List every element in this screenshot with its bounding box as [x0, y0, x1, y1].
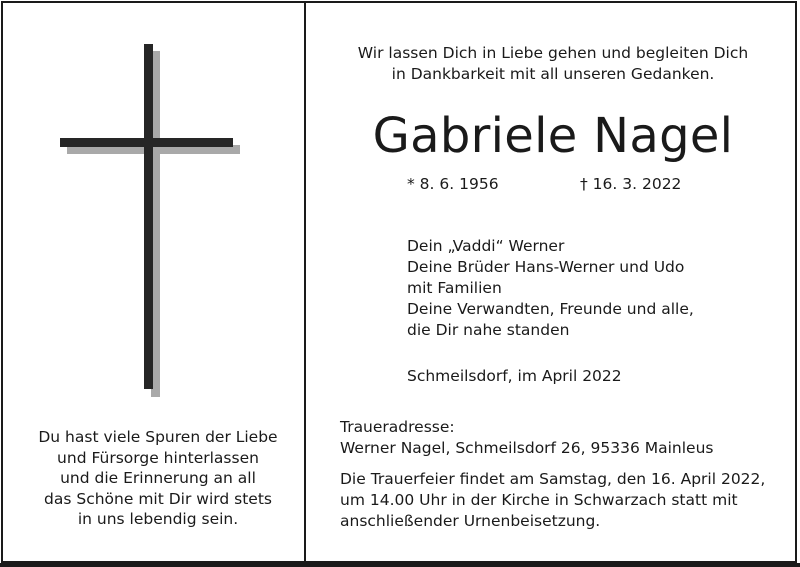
mourners-list — [407, 236, 694, 341]
verse-line: und Fürsorge hinterlassen — [57, 448, 259, 467]
death-date: † 16. 3. 2022 — [580, 175, 682, 193]
deceased-name: Gabriele Nagel — [372, 108, 734, 164]
intro-line: in Dankbarkeit mit all unseren Gedanken. — [391, 65, 715, 83]
mourner-line: Deine Brüder Hans-Werner und Udo — [407, 258, 685, 276]
verse-line: Du hast viele Spuren der Liebe — [38, 428, 278, 446]
place-date: Schmeilsdorf, im April 2022 — [407, 367, 622, 385]
mourner-line: mit Familien — [407, 279, 502, 297]
cross-icon — [60, 44, 245, 399]
mourner-line: Dein „Vaddi“ Werner — [407, 237, 565, 255]
funeral-service-info — [340, 469, 765, 532]
mourner-line: Deine Verwandten, Freunde und alle, — [407, 300, 694, 318]
intro-text — [306, 43, 800, 85]
verse-line: das Schöne mit Dir wird stets — [44, 489, 272, 508]
cross-bar-vertical — [144, 44, 153, 389]
verse-line: und die Erinnerung an all — [60, 469, 256, 487]
mourning-address: Werner Nagel, Schmeilsdorf 26, 95336 Mainleus — [340, 439, 714, 457]
memorial-verse — [10, 427, 306, 530]
service-line: anschließender Urnenbeisetzung. — [340, 512, 601, 530]
mourner-line: die Dir nahe standen — [407, 321, 570, 339]
birth-date: * 8. 6. 1956 — [407, 175, 499, 193]
bottom-rule — [0, 563, 800, 567]
address-label: Traueradresse: — [340, 418, 455, 436]
service-line: Die Trauerfeier findet am Samstag, den 16. April 2022, — [340, 470, 766, 488]
service-line: um 14.00 Uhr in der Kirche in Schwarzach statt mit — [340, 491, 738, 509]
cross-bar-horizontal — [60, 138, 233, 147]
intro-line: Wir lassen Dich in Liebe gehen und begleiten Dich — [357, 44, 749, 62]
verse-line: in uns lebendig sein. — [77, 510, 239, 528]
